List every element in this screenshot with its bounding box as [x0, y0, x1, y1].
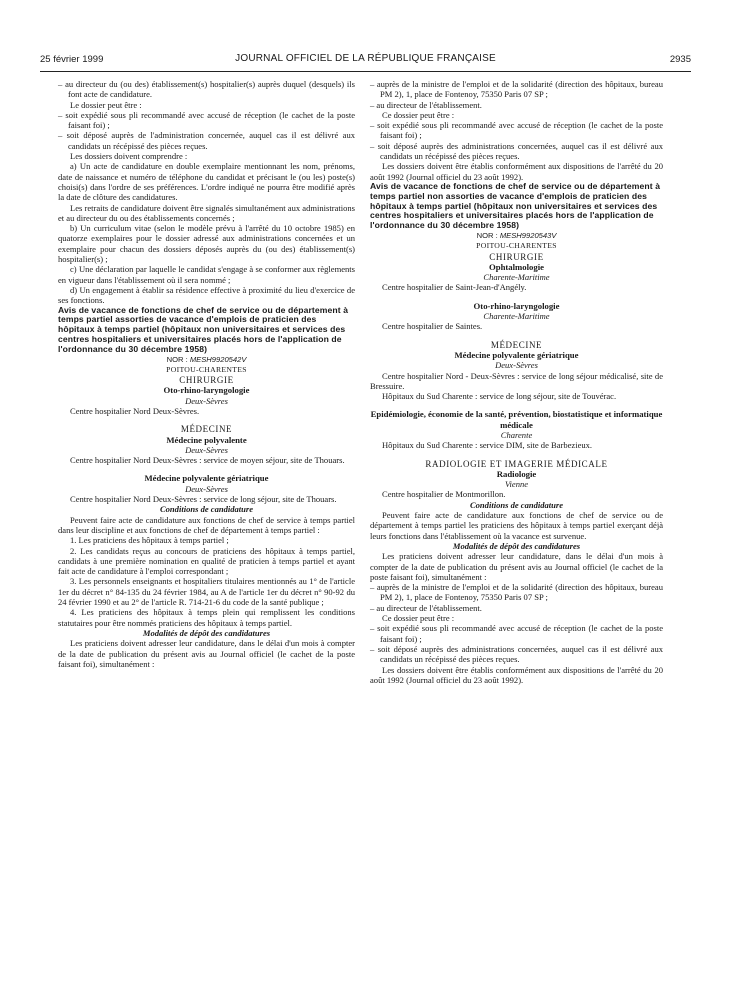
paragraph: d) Un engagement à établir sa résidence effective à proximité du lieu d'exercice de ses fonctions. [58, 284, 355, 306]
hospital-entry: Hôpitaux du Sud Charente : service de long séjour, site de Touvérac. [382, 391, 617, 402]
header-date: 25 février 1999 [40, 54, 104, 65]
paragraph: c) Une déclaration par laquelle le candidat s'engage à se conformer aux règlements en vigueur dans l'établissement où il sera nommé ; [58, 264, 355, 285]
discipline-heading: Ophtalmologie [488, 261, 545, 272]
hospital-entry: Hôpitaux du Sud Charente : service DIM, site de Barbezieux. [382, 440, 593, 451]
header-rule [40, 71, 691, 72]
page-number: 2935 [669, 54, 691, 65]
paragraph: Ce dossier peut être : [382, 109, 455, 120]
hospital-entry: Centre hospitalier Nord Deux-Sèvres : service de moyen séjour, site de Thouars. [70, 455, 345, 466]
paragraph: Ce dossier peut être : [382, 613, 455, 624]
nor-code: MESH9920542V [189, 354, 247, 364]
paragraph: 1. Les praticiens des hôpitaux à temps partiel ; [70, 535, 229, 546]
paragraph: – auprès de la ministre de l'emploi et de la solidarité (direction des hôpitaux, bureau PM 2), 1, place de Fontenoy, 75350 Paris 07 SP ; [370, 79, 663, 100]
journal-title: JOURNAL OFFICIEL DE LA RÉPUBLIQUE FRANÇAISE [235, 53, 496, 64]
region-heading: POITOU-CHARENTES [166, 364, 247, 374]
paragraph: – soit déposé auprès de l'administration concernée, auquel cas il est délivré aux candidats un récépissé des pièces reçues. [58, 130, 355, 151]
paragraph: Les dossiers doivent être établis conformément aux dispositions de l'arrêté du 20 août 1992 (Journal officiel du 23 août 1992). [370, 664, 663, 685]
discipline-heading: Oto-rhino-laryngologie [163, 385, 250, 396]
paragraph: Le dossier peut être : [70, 99, 142, 110]
section-title: Modalités de dépôt des candidatures [452, 540, 581, 551]
nor-label: NOR : [166, 354, 188, 364]
discipline-heading: Oto-rhino-laryngologie [473, 300, 560, 311]
paragraph: b) Un curriculum vitae (selon le modèle prévu à l'arrêté du 10 octobre 1985) en quatorze exemplaires pour le dossier adressé aux administrations concernées et un exemplaire pour chacun des dossiers déposés auprès du (ou des) établissement(s) hospitalier(s) ; [58, 223, 355, 265]
discipline-heading: Epidémiologie, économie de la santé, prévention, biostatistique et informatique médicale [370, 409, 663, 430]
department-name: Deux-Sèvres [495, 360, 538, 371]
nor-label: NOR : [476, 230, 498, 240]
hospital-entry: Centre hospitalier Nord - Deux-Sèvres : service de long séjour médicalisé, site de Bressuire. [370, 370, 663, 391]
paragraph: – soit expédié sous pli recommandé avec accusé de réception (le cachet de la poste faisant foi) ; [370, 623, 663, 644]
department-name: Deux-Sèvres [185, 395, 228, 406]
paragraph: Peuvent faire acte de candidature aux fonctions de chef de service à temps partiel dans leur discipline et aux fonctions de chef de département à temps partiel : [58, 514, 355, 535]
paragraph: Les praticiens doivent adresser leur candidature, dans le délai d'un mois à compter de la date de publication du présent avis au Journal officiel (le cachet de la poste faisant foi), simultanément : [370, 551, 663, 582]
specialty-heading: RADIOLOGIE ET IMAGERIE MÉDICALE [425, 458, 608, 469]
department-name: Vienne [504, 479, 529, 490]
section-title: Modalités de dépôt des candidatures [142, 627, 271, 638]
paragraph: Les praticiens doivent adresser leur candidature, dans le délai d'un mois à compter de la date de publication du présent avis au Journal officiel (le cachet de la poste faisant foi), simultanément : [58, 638, 355, 669]
hospital-entry: Centre hospitalier Nord Deux-Sèvres. [70, 406, 200, 416]
specialty-heading: MÉDECINE [180, 424, 233, 435]
specialty-heading: CHIRURGIE [179, 375, 234, 386]
nor-line [58, 355, 355, 365]
paragraph: – au directeur du (ou des) établissement(s) hospitalier(s) auprès duquel (desquels) ils font acte de candidature. [58, 79, 355, 100]
paragraph: – soit expédié sous pli recommandé avec accusé de réception (le cachet de la poste faisant foi) ; [58, 109, 355, 131]
specialty-heading: MÉDECINE [490, 339, 543, 350]
hospital-entry: Centre hospitalier de Saintes. [382, 321, 483, 332]
paragraph: Les dossiers doivent être établis conformément aux dispositions de l'arrêté du 20 août 1992 (Journal officiel du 23 août 1992). [370, 161, 663, 182]
discipline-heading: Médecine polyvalente gériatrique [144, 473, 269, 484]
department-name: Deux-Sèvres [185, 444, 228, 455]
discipline-heading: Radiologie [496, 468, 537, 479]
left-column [58, 79, 355, 669]
paragraph: – au directeur de l'établissement. [370, 99, 482, 110]
nor-code: MESH9920543V [499, 230, 557, 240]
department-name: Deux-Sèvres [185, 483, 228, 494]
nor-line [370, 231, 663, 241]
section-title: Conditions de candidature [159, 504, 254, 515]
right-column [370, 79, 663, 685]
section-title: Conditions de candidature [469, 499, 564, 510]
department-name: Charente [500, 430, 533, 440]
department-name: Charente-Maritime [483, 272, 550, 283]
region-heading: POITOU-CHARENTES [476, 241, 557, 251]
paragraph: a) Un acte de candidature en double exemplaire mentionnant les nom, prénoms, date de naissance et numéro de téléphone du candidat et précisant le (ou les) poste(s) choisi(s) dans l'ordre de ses préférences. L'ordre indiqué ne pourra être modifié après la date de clôture des candidatures. [58, 161, 355, 203]
avis-title: Avis de vacance de fonctions de chef de service ou de département à temps partiel non assorties de vacance d'emplois de praticien des hôpitaux à temps partiel (hôpitaux non universitaires et services des centres hospitaliers et universitaires placés hors de l'application de l'ordonnance du 30 décembre 1958) [370, 180, 661, 231]
paragraph: 3. Les personnels enseignants et hospitaliers titulaires mentionnés au 1° de l'article 1er du décret n° 84-135 du 24 février 1984, au A de l'article 1er du décret n° 90-92 du 24 février 1990 et au 2° de l'article R. 714-21-6 du code de la santé publique ; [58, 576, 355, 608]
discipline-heading: Médecine polyvalente [166, 434, 247, 445]
hospital-entry: Centre hospitalier de Montmorillon. [382, 489, 506, 500]
page-header [40, 54, 691, 70]
paragraph: – au directeur de l'établissement. [370, 602, 482, 613]
specialty-heading: CHIRURGIE [489, 251, 544, 262]
avis-title: Avis de vacance de fonctions de chef de service ou de département à temps partiel assorties de vacance d'emplois de praticien des hôpitaux à temps partiel (hôpitaux non universitaires et services des centres hospitaliers et universitaires placés hors de l'application de l'ordonnance du 30 décembre 1958) [58, 304, 349, 354]
paragraph: – auprès de la ministre de l'emploi et de la solidarité (direction des hôpitaux, bureau PM 2), 1, place de Fontenoy, 75350 Paris 07 SP ; [370, 582, 663, 603]
paragraph: Les dossiers doivent comprendre : [70, 151, 188, 162]
paragraph: – soit déposé auprès des administrations concernées, auquel cas il est délivré aux candidats un récépissé des pièces reçues. [370, 643, 663, 665]
paragraph: 4. Les praticiens des hôpitaux à temps plein qui remplissent les conditions statutaires pour être nommés praticiens des hôpitaux à temps partiel. [58, 607, 355, 628]
department-name: Charente-Maritime [483, 311, 550, 322]
paragraph: – soit expédié sous pli recommandé avec accusé de réception (le cachet de la poste faisant foi) ; [370, 120, 663, 141]
hospital-entry: Centre hospitalier de Saint-Jean-d'Angély. [382, 282, 527, 293]
paragraph: 2. Les candidats reçus au concours de praticiens des hôpitaux à temps partiel, candidats à une première nomination en qualité de praticien à temps partiel et ayant fait acte de candidature à l'emploi correspondant ; [58, 545, 355, 577]
hospital-entry: Centre hospitalier Nord Deux-Sèvres : service de long séjour, site de Thouars. [70, 494, 337, 505]
paragraph: Peuvent faire acte de candidature aux fonctions de chef de service ou de département à temps partiel les praticiens des hôpitaux à temps partiel exerçant déjà leurs fonctions dans l'établissement où la vacance est survenue. [370, 510, 663, 541]
paragraph: Les retraits de candidature doivent être signalés simultanément aux administrations et au directeur du ou des établissements concernés ; [58, 202, 355, 223]
discipline-heading: Médecine polyvalente gériatrique [454, 349, 579, 360]
paragraph: – soit déposé auprès des administrations concernées, auquel cas il est délivré aux candidats un récépissé des pièces reçues. [370, 140, 663, 162]
